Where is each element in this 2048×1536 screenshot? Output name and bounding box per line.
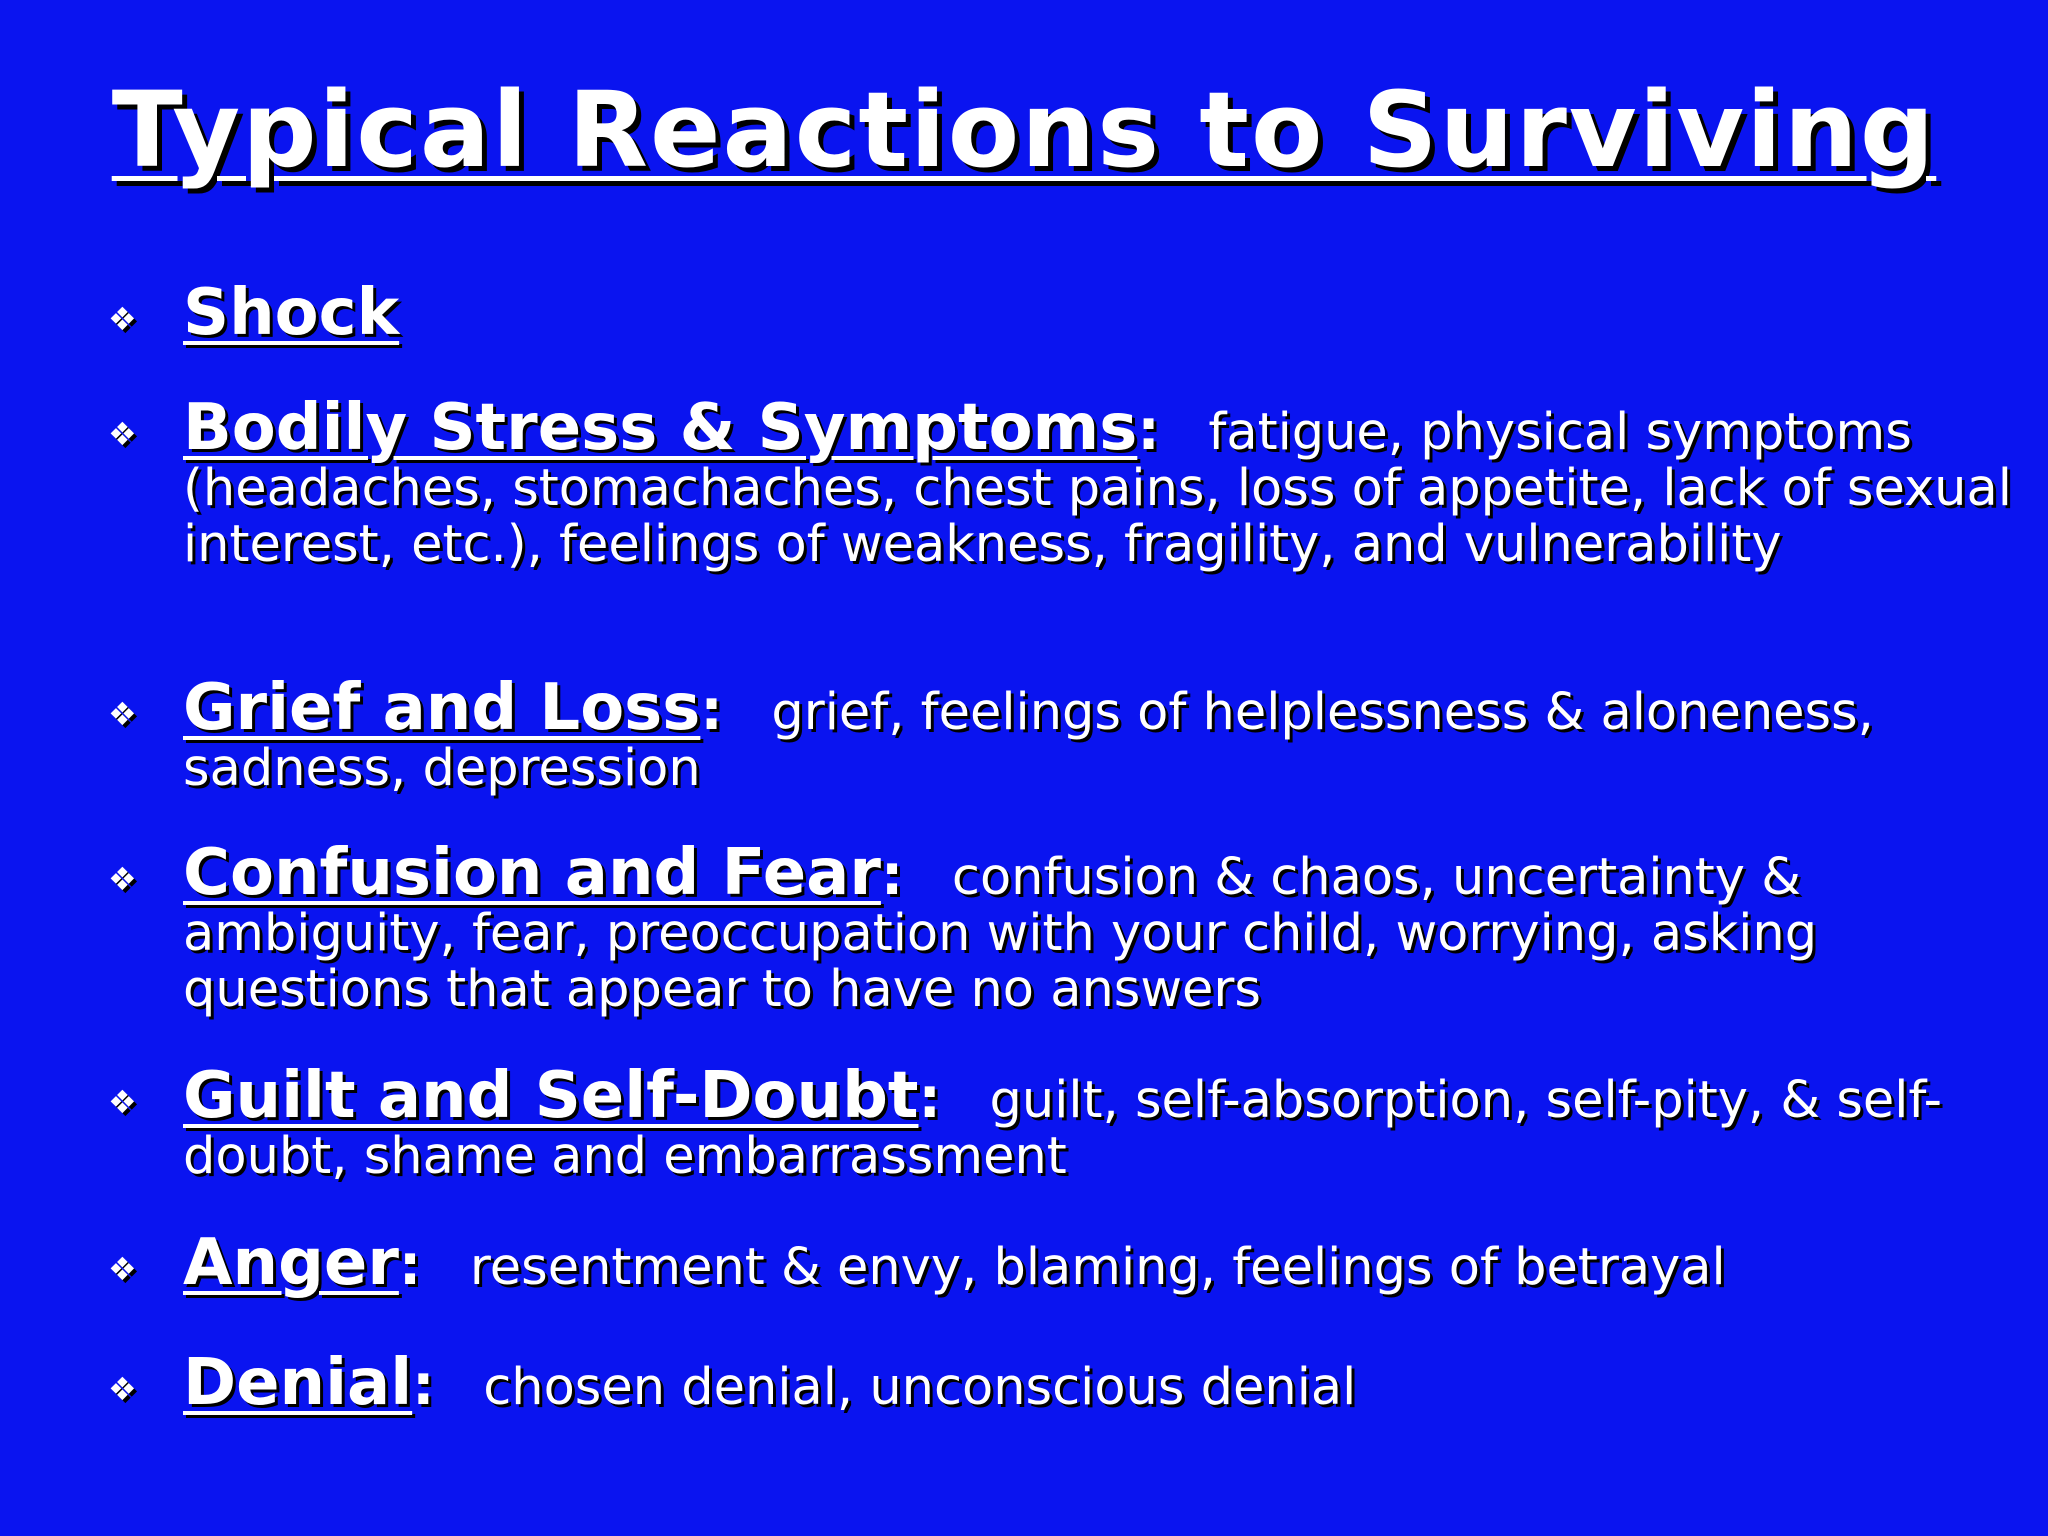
- diamond-dots-icon: ❖: [108, 1370, 137, 1408]
- item-term: Grief and Loss: [183, 671, 701, 745]
- list-item-content: [183, 1226, 2013, 1300]
- item-term: Shock: [183, 276, 400, 350]
- item-colon: :: [880, 843, 904, 908]
- list-item-content: [183, 276, 2013, 350]
- list-item-content: [183, 1346, 2013, 1420]
- slide-title: [0, 70, 2048, 190]
- item-term: Anger: [183, 1226, 399, 1300]
- list-item-content: [183, 1059, 2013, 1186]
- diamond-dots-icon: ❖: [108, 1250, 137, 1288]
- item-description: guilt, self-absorption, self-pity, & self-doubt, shame and embarrassment: [183, 1071, 1943, 1186]
- item-colon: :: [700, 678, 723, 743]
- item-description: confusion & chaos, uncertainty & ambiguity, fear, preoccupation with your child, worrying, asking questions that appear to have no answers: [183, 848, 1818, 1019]
- item-colon: :: [1137, 398, 1160, 463]
- item-colon: :: [918, 1066, 941, 1131]
- slide-title-text: Typical Reactions to Surviving: [111, 69, 1937, 191]
- item-description: chosen denial, unconscious denial: [483, 1358, 1357, 1417]
- list-item-content: [183, 671, 2013, 798]
- item-description: fatigue, physical symptoms (headaches, stomachaches, chest pains, loss of appetite, lack of sexual interest, etc.), feelings of weakness, fragility, and vulnerability: [183, 403, 2012, 574]
- diamond-dots-icon: ❖: [108, 860, 137, 898]
- item-description: resentment & envy, blaming, feelings of betrayal: [469, 1238, 1726, 1297]
- item-term: Bodily Stress & Symptoms: [183, 391, 1138, 465]
- diamond-dots-icon: ❖: [108, 300, 137, 338]
- item-term: Denial: [183, 1346, 413, 1420]
- item-colon: :: [412, 1353, 435, 1418]
- item-term: Guilt and Self-Doubt: [183, 1059, 919, 1133]
- list-item-content: [183, 836, 2013, 1019]
- item-term: Confusion and Fear: [183, 836, 881, 910]
- list-item-content: [183, 391, 2013, 574]
- diamond-dots-icon: ❖: [108, 415, 137, 453]
- diamond-dots-icon: ❖: [108, 1083, 137, 1121]
- item-description: grief, feelings of helplessness & aloneness, sadness, depression: [183, 683, 1874, 798]
- item-colon: :: [398, 1233, 422, 1298]
- diamond-dots-icon: ❖: [108, 695, 137, 733]
